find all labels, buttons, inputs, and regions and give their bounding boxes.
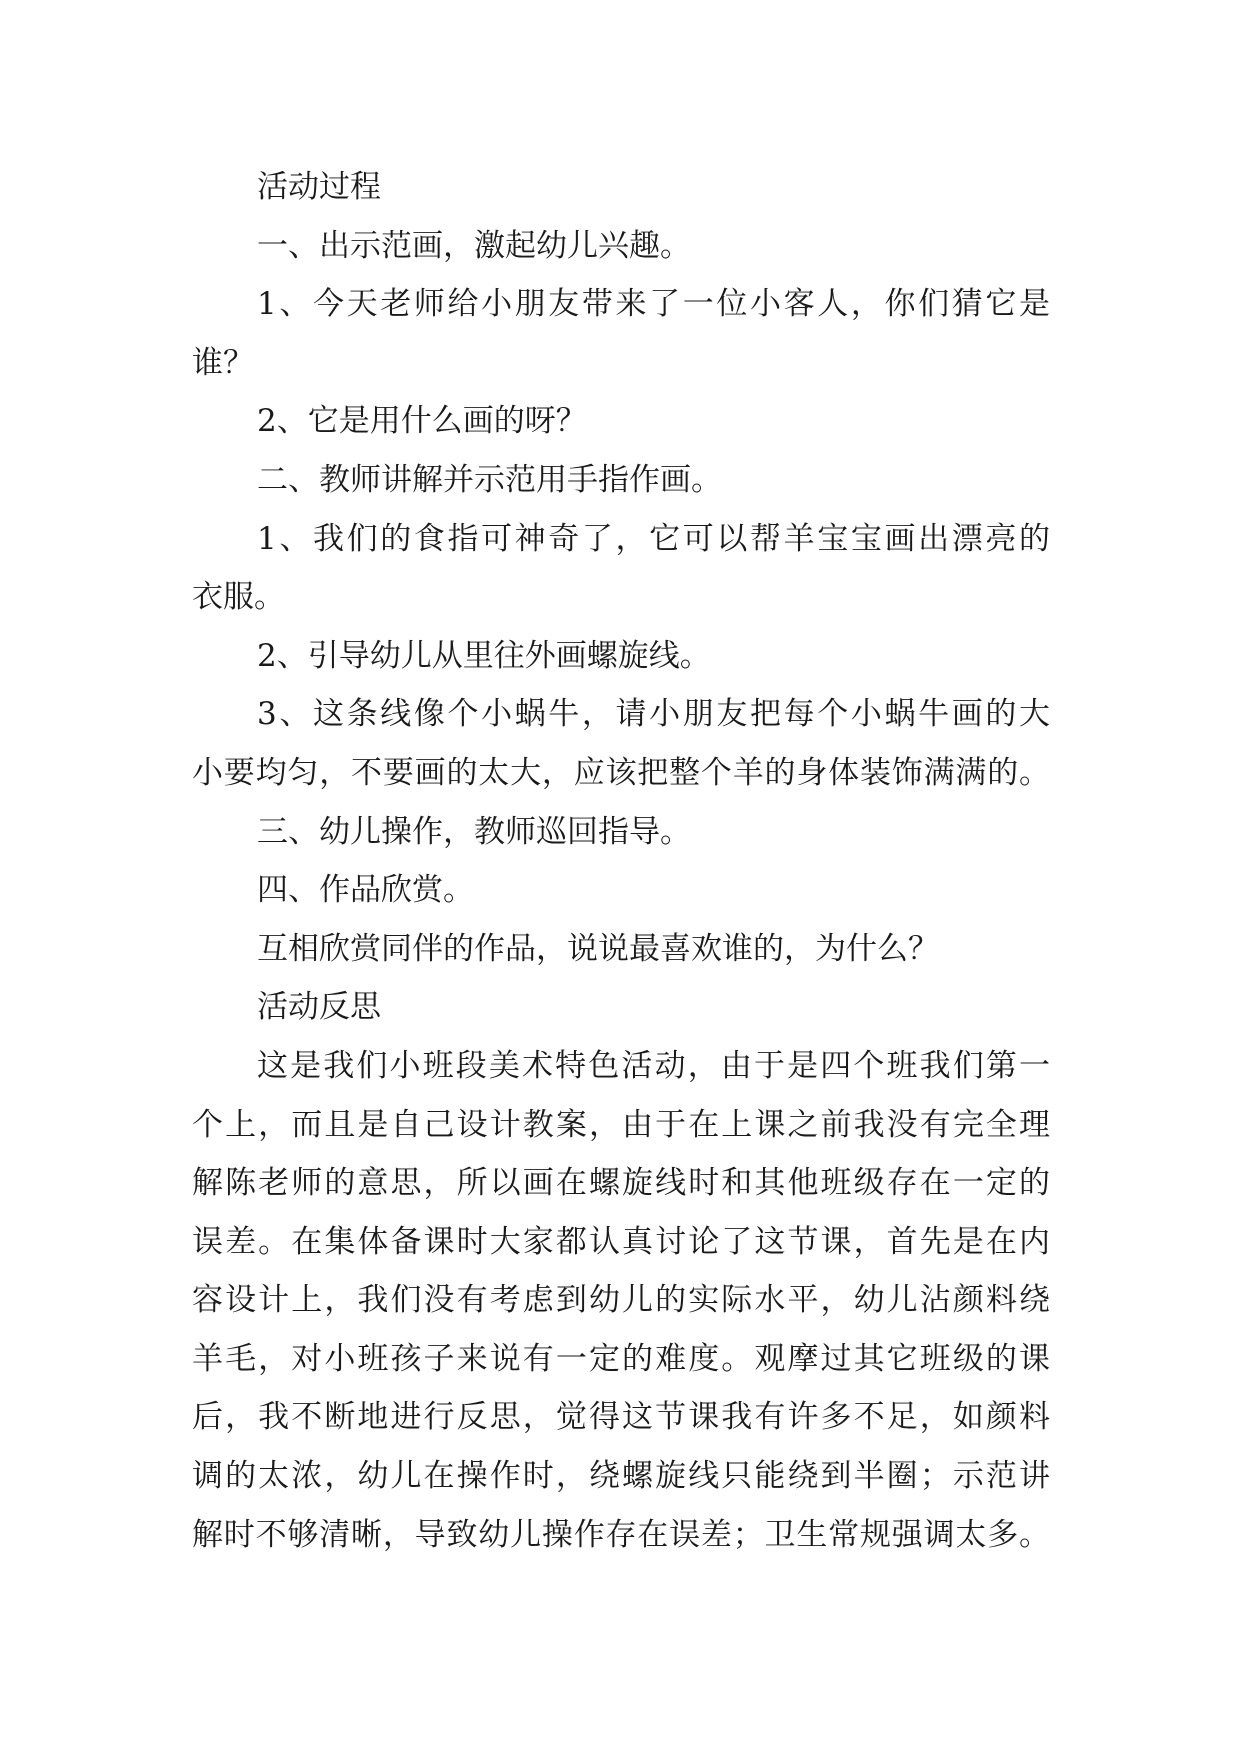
- text-line: 活动反思: [257, 989, 381, 1026]
- text-line: 这是我们小班段美术特色活动，由于是四个班我们第一: [257, 1047, 1050, 1084]
- text-line: 活动过程: [257, 169, 381, 205]
- text-line: 后，我不断地进行反思，觉得这节课我有许多不足，如颜料: [192, 1399, 1050, 1436]
- text-line: 2、引导幼儿从里往外画螺旋线。: [257, 637, 711, 674]
- text-line: 容设计上，我们没有考虑到幼儿的实际水平，幼儿沾颜料绕: [192, 1282, 1050, 1319]
- text-line: 解陈老师的意思，所以画在螺旋线时和其他班级存在一定的: [192, 1165, 1050, 1202]
- text-line: 互相欣赏同伴的作品，说说最喜欢谁的，为什么？: [257, 930, 939, 967]
- text-line: 1、今天老师给小朋友带来了一位小客人，你们猜它是: [257, 286, 1050, 323]
- text-line: 四、作品欣赏。: [257, 872, 474, 909]
- text-line: 1、我们的食指可神奇了，它可以帮羊宝宝画出漂亮的: [257, 520, 1050, 557]
- text-line: 衣服。: [192, 579, 285, 616]
- text-line: 3、这条线像个小蜗牛，请小朋友把每个小蜗牛画的大: [257, 696, 1050, 733]
- text-line: 2、它是用什么画的呀？: [257, 403, 587, 440]
- text-line: 调的太浓，幼儿在操作时，绕螺旋线只能绕到半圈；示范讲: [192, 1458, 1050, 1495]
- text-line: 小要均匀，不要画的太大，应该把整个羊的身体装饰满满的。: [192, 754, 1050, 791]
- text-line: 谁？: [192, 344, 254, 381]
- text-line: 个上，而且是自己设计教案，由于在上课之前我没有完全理: [192, 1106, 1050, 1143]
- text-line: 二、教师讲解并示范用手指作画。: [257, 461, 722, 498]
- text-line: 三、幼儿操作，教师巡回指导。: [257, 813, 691, 850]
- document-page: [192, 158, 1050, 1564]
- text-line: 一、出示范画，激起幼儿兴趣。: [257, 227, 691, 264]
- text-line: 解时不够清晰，导致幼儿操作存在误差；卫生常规强调太多。: [192, 1516, 1050, 1553]
- text-line: 误差。在集体备课时大家都认真讨论了这节课，首先是在内: [192, 1223, 1050, 1260]
- text-line: 羊毛，对小班孩子来说有一定的难度。观摩过其它班级的课: [192, 1340, 1050, 1377]
